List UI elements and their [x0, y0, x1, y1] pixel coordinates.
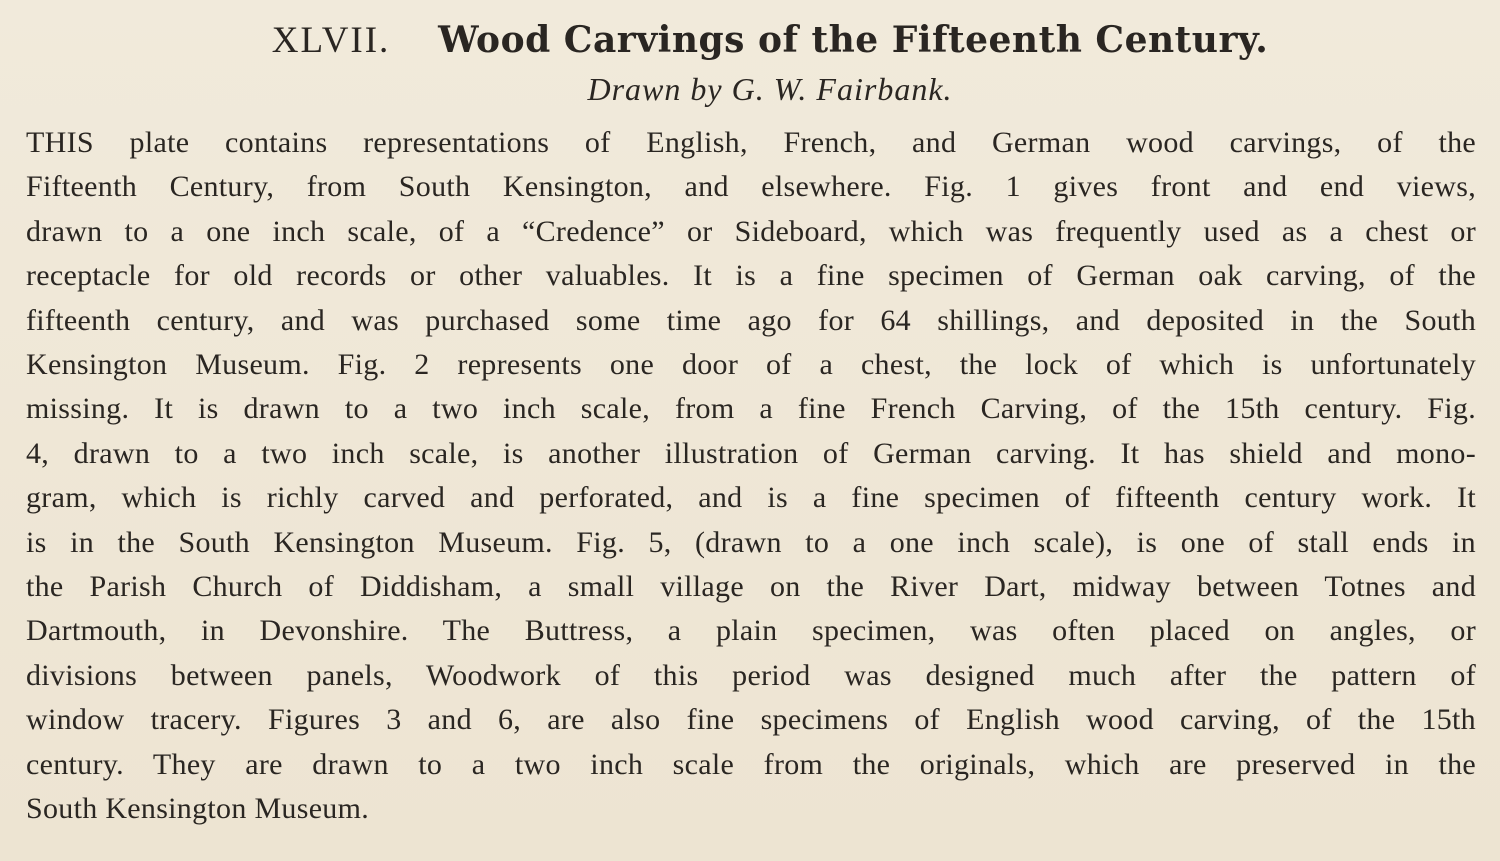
text-line: is in the South Kensington Museum. Fig. 5, (drawn to a one inch scale), is one of stall ends in: [26, 525, 1476, 559]
text-line: gram, which is richly carved and perforated, and is a fine specimen of fifteenth century work. It: [26, 481, 1476, 515]
text-line: century. They are drawn to a two inch scale from the originals, which are preserved in the: [26, 747, 1476, 781]
body-paragraph: [26, 121, 1476, 832]
text-line: Fifteenth Century, from South Kensington, and elsewhere. Fig. 1 gives front and end views,: [26, 170, 1476, 204]
byline: Drawn by G. W. Fairbank.: [587, 71, 953, 107]
text-line: window tracery. Figures 3 and 6, are also fine specimens of English wood carving, of the 15th: [26, 703, 1476, 737]
text-line: the Parish Church of Diddisham, a small village on the River Dart, midway between Totnes and: [26, 570, 1476, 604]
text-line: 4, drawn to a two inch scale, is another illustration of German carving. It has shield and mono-: [26, 436, 1476, 470]
text-line-last: South Kensington Museum.: [26, 792, 370, 826]
text-line: receptacle for old records or other valuables. It is a fine specimen of German oak carving, of the: [26, 259, 1476, 293]
text-line: Kensington Museum. Fig. 2 represents one door of a chest, the lock of which is unfortunately: [26, 348, 1476, 382]
text-line: Dartmouth, in Devonshire. The Buttress, a plain specimen, was often placed on angles, or: [26, 614, 1476, 648]
text-line: drawn to a one inch scale, of a “Credence” or Sideboard, which was frequently used as a chest or: [26, 214, 1476, 248]
plate-heading: [66, 14, 1474, 67]
text-line: missing. It is drawn to a two inch scale, from a fine French Carving, of the 15th century. Fig.: [26, 392, 1476, 426]
plate-number: XLVII.: [271, 20, 391, 61]
text-line: THIS plate contains representations of English, French, and German wood carvings, of the: [26, 126, 1476, 159]
text-line: fifteenth century, and was purchased some time ago for 64 shillings, and deposited in the South: [26, 303, 1476, 337]
plate-title: Wood Carvings of the Fifteenth Century.: [438, 19, 1269, 61]
text-line: divisions between panels, Woodwork of this period was designed much after the pattern of: [26, 658, 1476, 692]
